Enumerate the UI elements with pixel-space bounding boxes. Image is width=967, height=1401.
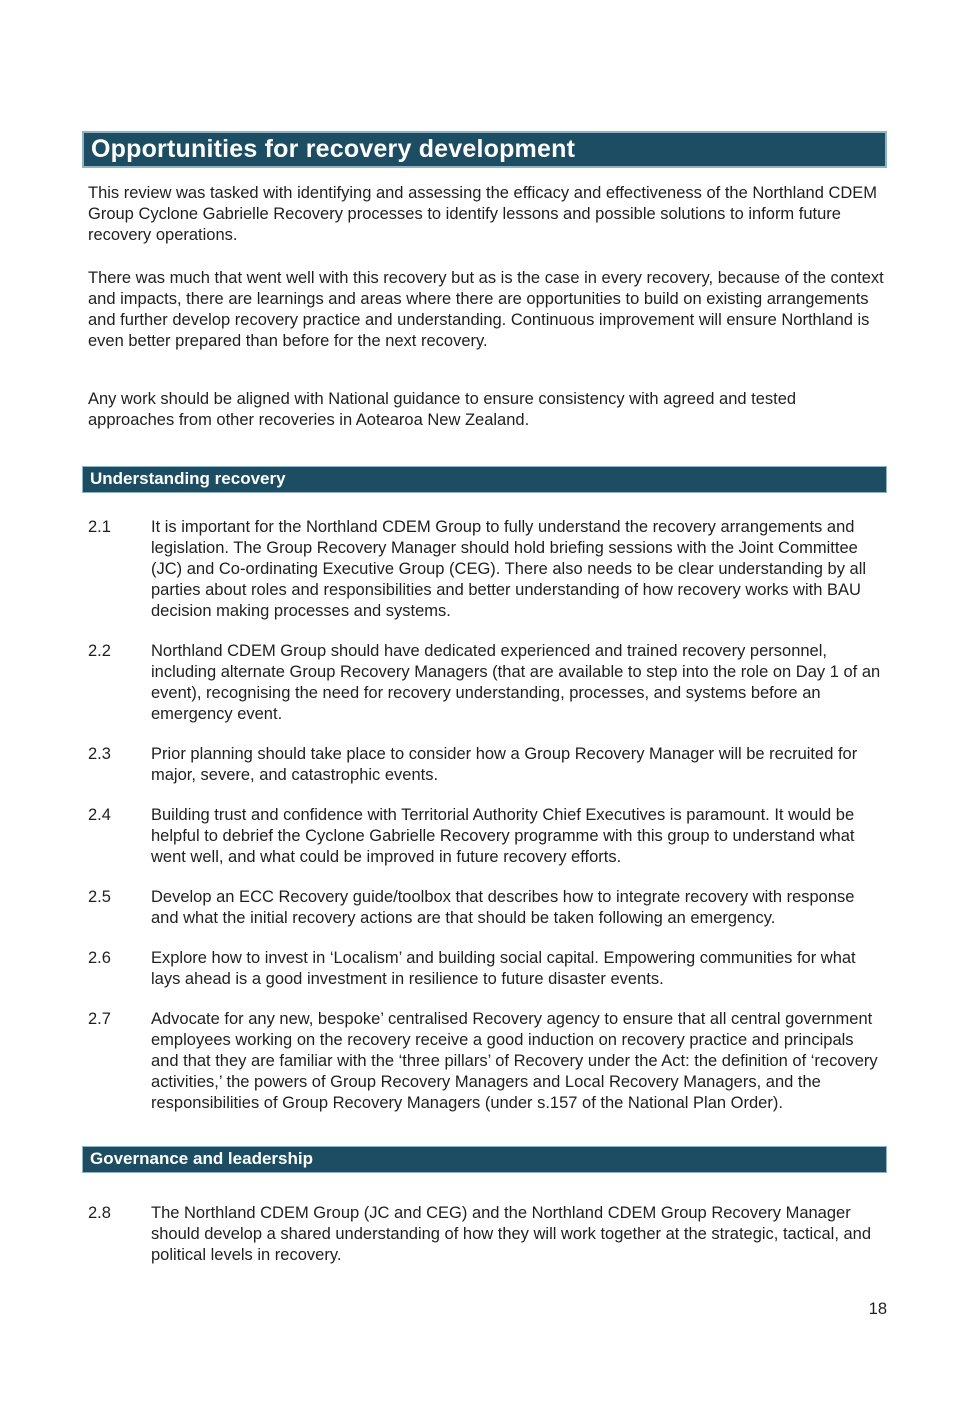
item-number: 2.5 (88, 888, 111, 906)
page-title-bar (82, 131, 887, 168)
section-heading-label: Understanding recovery (90, 469, 286, 488)
item-text: It is important for the Northland CDEM Group to fully understand the recovery arrangements and legislation. The Group Recovery Manager should hold briefing sessions with the Joint Committee (JC) and Co-ordinating Executive Group (CEG). There also needs to be clear understanding by all parties about roles and responsibilities and better understanding of how recovery works with BAU decision making processes and systems. (151, 518, 867, 620)
section-items-governance-and-leadership (82, 1203, 887, 1266)
section-items-understanding-recovery (82, 517, 887, 1114)
recommendation-item-2-4 (88, 805, 887, 868)
item-text: Develop an ECC Recovery guide/toolbox that describes how to integrate recovery with response and what the initial recovery actions are that should be taken following an emergency. (151, 888, 855, 927)
item-number: 2.3 (88, 745, 111, 763)
item-text: The Northland CDEM Group (JC and CEG) and the Northland CDEM Group Recovery Manager should develop a shared understanding of how they will work together at the strategic, tactical, and political levels in recovery. (151, 1204, 872, 1264)
page-content (82, 0, 887, 1285)
item-number: 2.8 (88, 1204, 111, 1222)
item-number: 2.7 (88, 1010, 111, 1028)
section-heading-label: Governance and leadership (90, 1149, 313, 1168)
intro-paragraph-1: This review was tasked with identifying and assessing the efficacy and effectiveness of the Northland CDEM Group Cyclone Gabrielle Recovery processes to identify lessons and possible solutions to inform future recovery operations. (88, 184, 878, 244)
recommendation-item-2-3 (88, 744, 887, 786)
item-number: 2.1 (88, 518, 111, 536)
item-text: Prior planning should take place to consider how a Group Recovery Manager will be recruited for major, severe, and catastrophic events. (151, 745, 858, 784)
page-number: 18 (868, 1300, 887, 1318)
recommendation-item-2-1 (88, 517, 887, 622)
item-text: Advocate for any new, bespoke’ centralised Recovery agency to ensure that all central government employees working on the recovery receive a good induction on recovery practice and principals and that they are familiar with the ‘three pillars’ of Recovery under the Act: the definition of ‘recovery activities,’ the powers of Group Recovery Managers and Local Recovery Managers, and the responsibilities of Group Recovery Managers (under s.157 of the National Plan Order). (151, 1010, 878, 1112)
recommendation-item-2-6 (88, 948, 887, 990)
item-number: 2.6 (88, 949, 111, 967)
recommendation-item-2-7 (88, 1009, 887, 1114)
section-heading-understanding-recovery (82, 466, 887, 493)
item-text: Building trust and confidence with Territorial Authority Chief Executives is paramount. It would be helpful to debrief the Cyclone Gabrielle Recovery programme with this group to understand what went well, and what could be improved in future recovery efforts. (151, 806, 855, 866)
item-text: Northland CDEM Group should have dedicated experienced and trained recovery personnel, including alternate Group Recovery Managers (that are available to step into the role on Day 1 of an event), recognising the need for recovery understanding, processes, and systems before an emergency event. (151, 642, 881, 723)
intro-paragraph-2: There was much that went well with this recovery but as is the case in every recovery, because of the context and impacts, there are learnings and areas where there are opportunities to build on existing arrangements and further develop recovery practice and understanding. Continuous improvement will ensure Northland is even better prepared than before for the next recovery. (88, 269, 884, 350)
recommendation-item-2-5 (88, 887, 887, 929)
section-heading-governance-and-leadership (82, 1146, 887, 1173)
item-text: Explore how to invest in ‘Localism’ and building social capital. Empowering communities for what lays ahead is a good investment in resilience to future disaster events. (151, 949, 856, 988)
recommendation-item-2-8 (88, 1203, 887, 1266)
intro-paragraph-3: Any work should be aligned with National guidance to ensure consistency with agreed and tested approaches from other recoveries in Aotearoa New Zealand. (88, 390, 797, 429)
item-number: 2.2 (88, 642, 111, 660)
recommendation-item-2-2 (88, 641, 887, 725)
page-title: Opportunities for recovery development (91, 135, 576, 163)
item-number: 2.4 (88, 806, 111, 824)
